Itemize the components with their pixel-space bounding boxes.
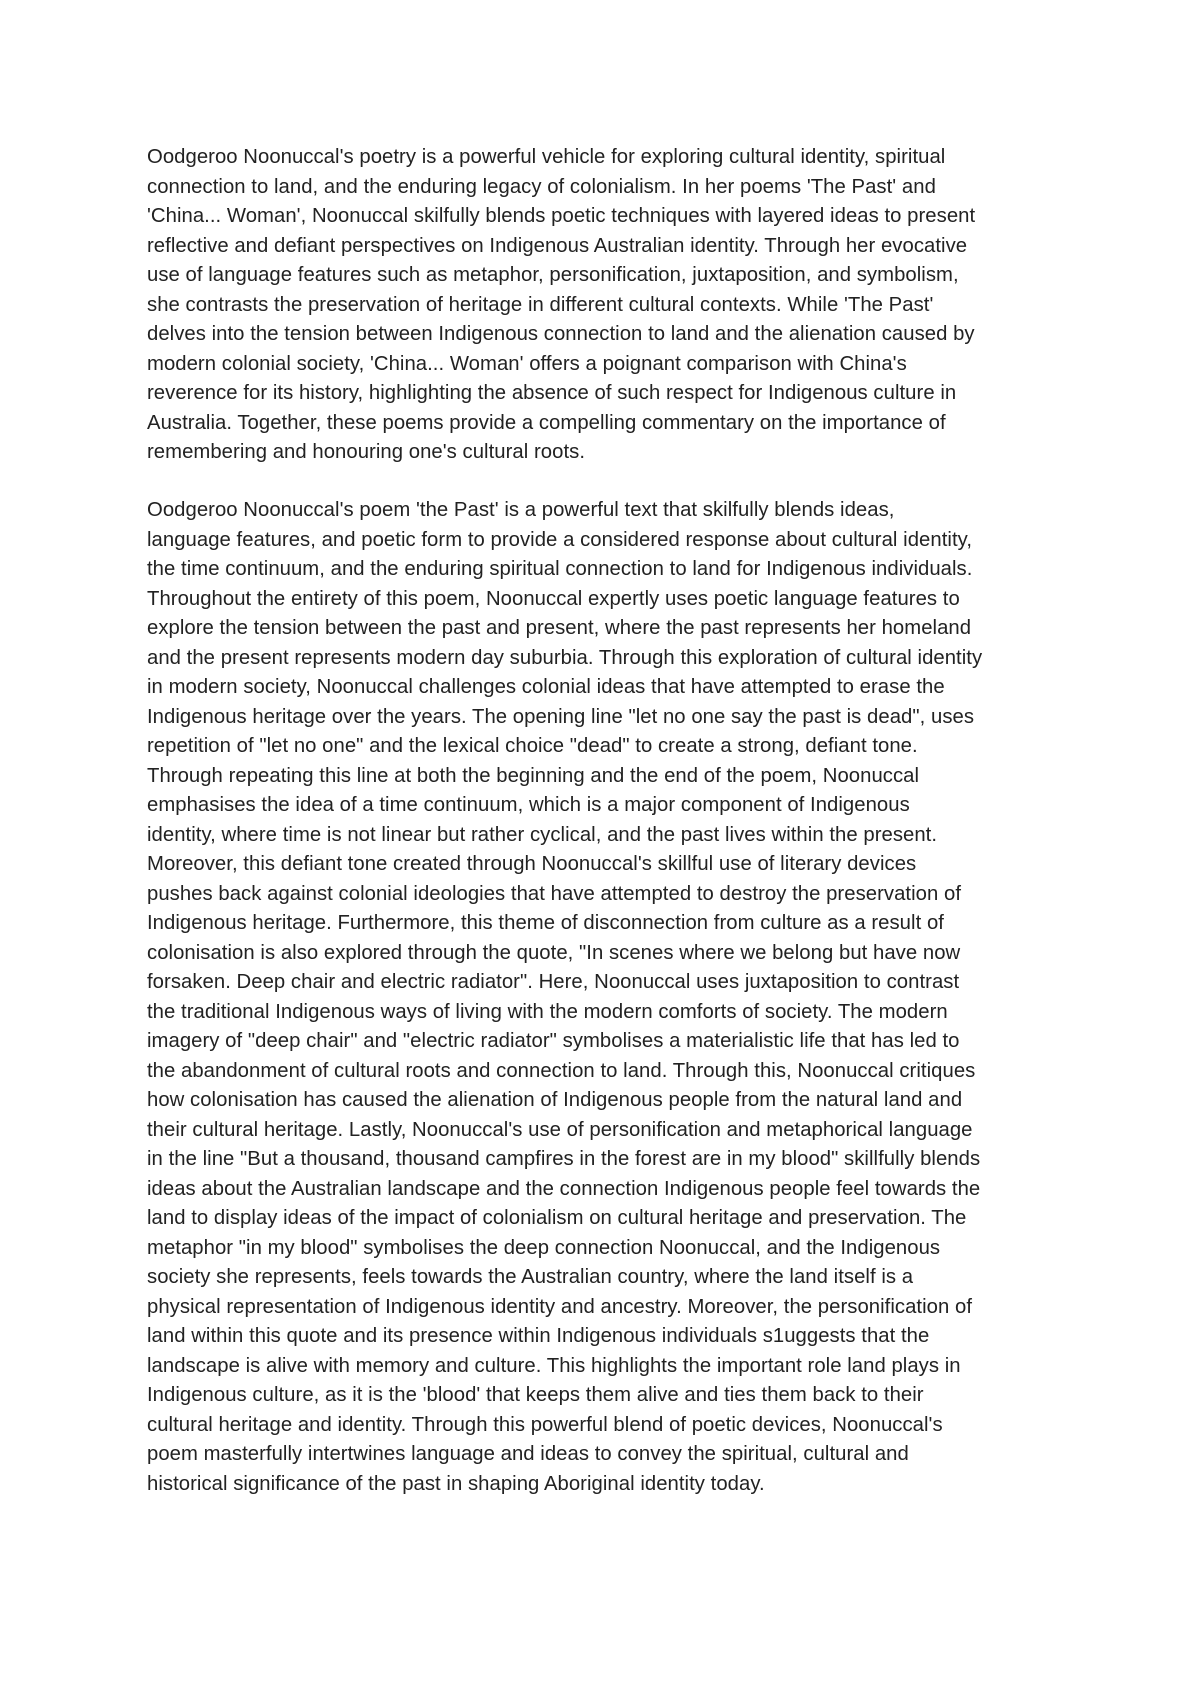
- text-line: use of language features such as metaphor, personification, juxtaposition, and symbolism,: [147, 264, 959, 286]
- text-line: imagery of "deep chair" and "electric radiator" symbolises a materialistic life that has led to: [147, 1030, 960, 1052]
- text-line: the abandonment of cultural roots and connection to land. Through this, Noonuccal critiques: [147, 1059, 976, 1082]
- text-line: Moreover, this defiant tone created through Noonuccal's skillful use of literary devices: [147, 853, 917, 875]
- text-line: land within this quote and its presence within Indigenous individuals s1uggests that the: [147, 1325, 930, 1347]
- text-line: the time continuum, and the enduring spiritual connection to land for Indigenous individuals.: [147, 558, 973, 580]
- text-line: Indigenous heritage. Furthermore, this theme of disconnection from culture as a result of: [147, 912, 944, 934]
- text-line: historical significance of the past in shaping Aboriginal identity today.: [147, 1472, 765, 1495]
- text-line: repetition of "let no one" and the lexical choice "dead" to create a strong, defiant tone.: [147, 735, 918, 757]
- text-line: Indigenous culture, as it is the 'blood' that keeps them alive and ties them back to their: [147, 1384, 924, 1406]
- text-line: and the present represents modern day suburbia. Through this exploration of cultural identity: [147, 646, 983, 669]
- paragraph-body: [147, 496, 1072, 1499]
- text-line: land to display ideas of the impact of colonialism on cultural heritage and preservation. The: [147, 1207, 967, 1229]
- text-line: cultural heritage and identity. Through this powerful blend of poetic devices, Noonuccal's: [147, 1413, 943, 1436]
- text-line: reverence for its history, highlighting the absence of such respect for Indigenous culture in: [147, 382, 957, 404]
- text-line: Through repeating this line at both the beginning and the end of the poem, Noonuccal: [147, 764, 920, 787]
- text-line: explore the tension between the past and present, where the past represents her homeland: [147, 617, 972, 639]
- text-line: reflective and defiant perspectives on Indigenous Australian identity. Through her evocative: [147, 234, 968, 257]
- text-line: landscape is alive with memory and culture. This highlights the important role land plays in: [147, 1354, 961, 1377]
- text-line: in the line "But a thousand, thousand campfires in the forest are in my blood" skillfully blends: [147, 1148, 981, 1170]
- text-line: Oodgeroo Noonuccal's poetry is a powerful vehicle for exploring cultural identity, spiritual: [147, 146, 946, 168]
- text-line: their cultural heritage. Lastly, Noonuccal's use of personification and metaphorical language: [147, 1118, 973, 1141]
- text-line: remembering and honouring one's cultural roots.: [147, 441, 586, 463]
- text-line: ideas about the Australian landscape and the connection Indigenous people feel towards the: [147, 1177, 981, 1200]
- text-line: 'China... Woman', Noonuccal skilfully blends poetic techniques with layered ideas to present: [147, 205, 976, 227]
- text-line: pushes back against colonial ideologies that have attempted to destroy the preservation of: [147, 882, 962, 905]
- text-line: identity, where time is not linear but rather cyclical, and the past lives within the present.: [147, 823, 938, 846]
- text-line: in modern society, Noonuccal challenges colonial ideas that have attempted to erase the: [147, 676, 945, 698]
- text-line: physical representation of Indigenous identity and ancestry. Moreover, the personification of: [147, 1295, 973, 1318]
- text-line: emphasises the idea of a time continuum, which is a major component of Indigenous: [147, 794, 910, 816]
- text-line: Australia. Together, these poems provide a compelling commentary on the importance of: [147, 411, 946, 434]
- paragraph-intro: [147, 143, 1072, 468]
- text-line: language features, and poetic form to provide a considered response about cultural identity,: [147, 528, 972, 551]
- text-line: forsaken. Deep chair and electric radiator". Here, Noonuccal uses juxtaposition to contrast: [147, 971, 960, 993]
- text-line: connection to land, and the enduring legacy of colonialism. In her poems 'The Past' and: [147, 175, 936, 198]
- text-line: delves into the tension between Indigenous connection to land and the alienation caused by: [147, 323, 975, 345]
- text-line: Oodgeroo Noonuccal's poem 'the Past' is a powerful text that skilfully blends ideas,: [147, 499, 895, 521]
- text-line: poem masterfully intertwines language and ideas to convey the spiritual, cultural and: [147, 1443, 909, 1465]
- text-line: Indigenous heritage over the years. The opening line "let no one say the past is dead", uses: [147, 705, 975, 728]
- text-line: society she represents, feels towards the Australian country, where the land itself is a: [147, 1266, 914, 1288]
- text-line: the traditional Indigenous ways of living with the modern comforts of society. The modern: [147, 1000, 948, 1023]
- text-line: colonisation is also explored through the quote, "In scenes where we belong but have now: [147, 941, 961, 964]
- text-line: modern colonial society, 'China... Woman' offers a poignant comparison with China's: [147, 352, 907, 375]
- text-line: she contrasts the preservation of heritage in different cultural contexts. While 'The Past': [147, 293, 934, 316]
- text-line: how colonisation has caused the alienation of Indigenous people from the natural land and: [147, 1089, 963, 1111]
- text-line: metaphor "in my blood" symbolises the deep connection Noonuccal, and the Indigenous: [147, 1236, 941, 1259]
- text-line: Throughout the entirety of this poem, Noonuccal expertly uses poetic language features to: [147, 587, 960, 610]
